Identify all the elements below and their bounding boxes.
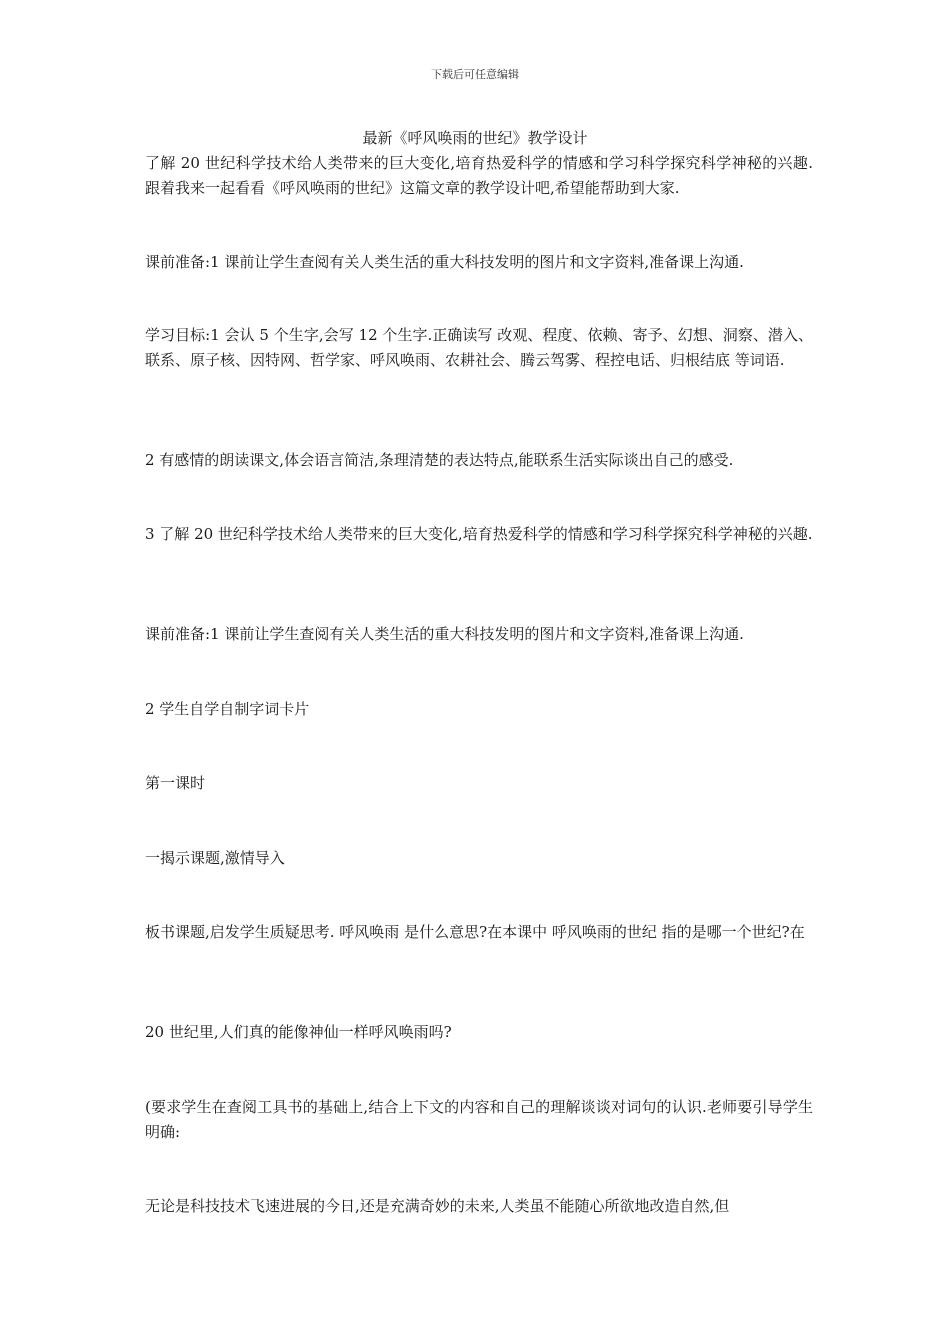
page-header-note: 下载后可任意编辑 bbox=[431, 68, 519, 81]
paragraph-preparation-repeat: 课前准备:1 课前让学生查阅有关人类生活的重大科技发明的图片和文字资料,准备课上沟通. bbox=[145, 625, 744, 643]
paragraph-word-cards: 2 学生自学自制字词卡片 bbox=[145, 700, 310, 718]
paragraph-goal-3: 3 了解 20 世纪科学技术给人类带来的巨大变化,培育热爱科学的情感和学习科学探究科学神秘的兴趣. bbox=[145, 525, 813, 543]
paragraph-conclusion: 无论是科技技术飞速进展的今日,还是充满奇妙的未来,人类虽不能随心所欲地改造自然,但 bbox=[145, 1197, 730, 1215]
paragraph-requirement: (要求学生在查阅工具书的基础上,结合上下文的内容和自己的理解谈谈对词句的认识.老师要引导学生明确: bbox=[145, 1098, 813, 1141]
paragraph-intro: 了解 20 世纪科学技术给人类带来的巨大变化,培育热爱科学的情感和学习科学探究科学神秘的兴趣.跟着我来一起看看《呼风唤雨的世纪》这篇文章的教学设计吧,希望能帮助到大家. bbox=[145, 154, 813, 197]
paragraph-learning-goals: 学习目标:1 会认 5 个生字,会写 12 个生字.正确读写 改观、程度、依赖、寄予、幻想、洞察、潜入、联系、原子核、因特网、哲学家、呼风唤雨、农耕社会、腾云驾雾、程控电话、归根结底 等词语. bbox=[145, 326, 813, 369]
paragraph-section-heading: 一揭示课题,激情导入 bbox=[145, 849, 285, 867]
paragraph-preparation: 课前准备:1 课前让学生查阅有关人类生活的重大科技发明的图片和文字资料,准备课上沟通. bbox=[145, 253, 744, 271]
paragraph-question: 20 世纪里,人们真的能像神仙一样呼风唤雨吗? bbox=[145, 1023, 452, 1041]
document-title: 最新《呼风唤雨的世纪》教学设计 bbox=[362, 129, 588, 147]
paragraph-board-title: 板书课题,启发学生质疑思考. 呼风唤雨 是什么意思?在本课中 呼风唤雨的世纪 指的是哪一个世纪?在 bbox=[145, 923, 805, 941]
paragraph-first-lesson: 第一课时 bbox=[145, 774, 206, 792]
paragraph-goal-2: 2 有感情的朗读课文,体会语言简洁,条理清楚的表达特点,能联系生活实际谈出自己的感受. bbox=[145, 451, 734, 469]
